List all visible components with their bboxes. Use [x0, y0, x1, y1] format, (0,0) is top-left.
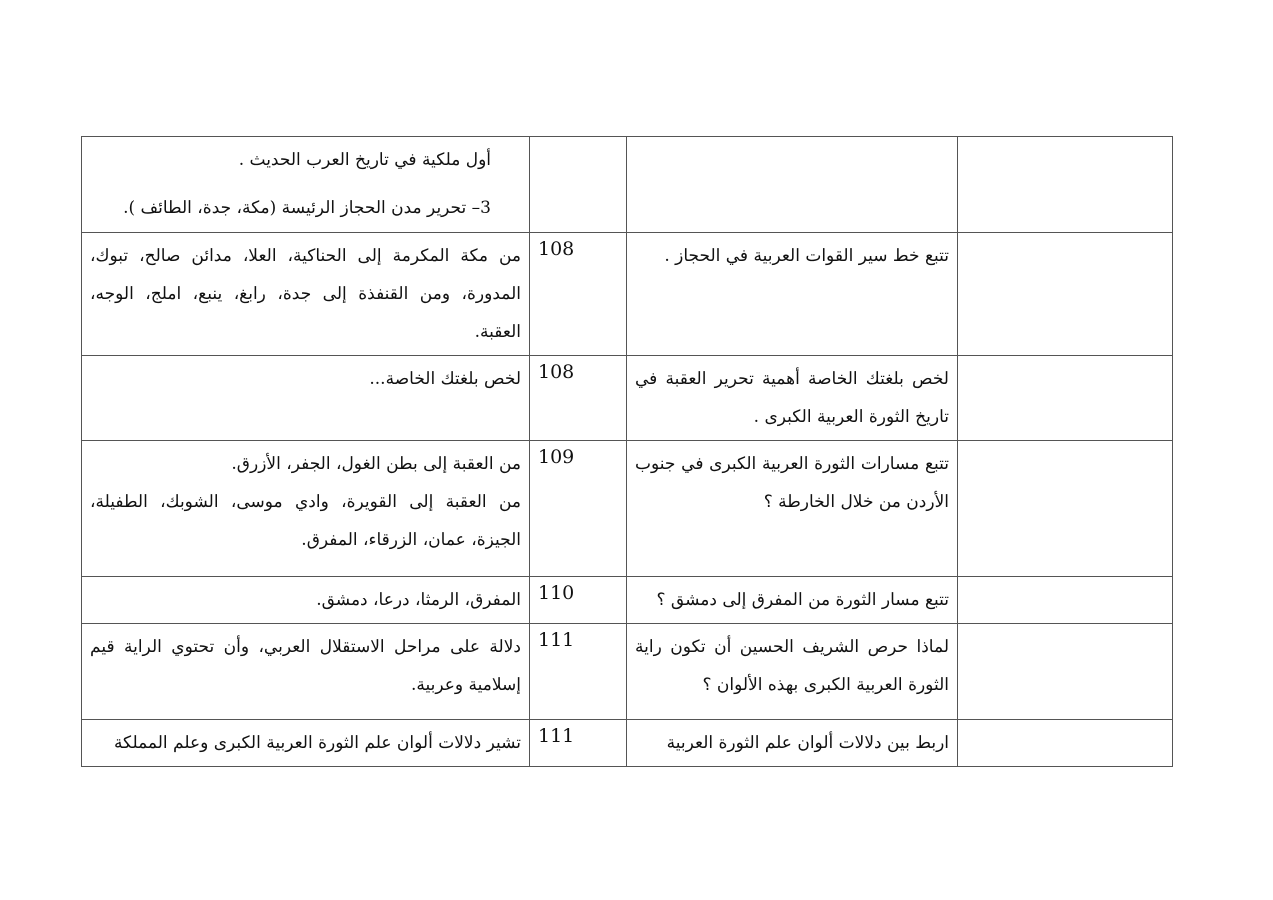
answer-cell: تشير دلالات ألوان علم الثورة العربية الكبرى وعلم المملكة	[82, 720, 530, 767]
page-number-cell: 108	[530, 356, 627, 441]
answer-cell: لخص بلغتك الخاصة...	[82, 356, 530, 441]
answer-cell: المفرق، الرمثا، درعا، دمشق.	[82, 577, 530, 624]
blank-cell	[958, 441, 1173, 577]
table-row	[82, 720, 1173, 767]
page-number-cell: 108	[530, 233, 627, 356]
blank-cell	[958, 577, 1173, 624]
answers-table	[81, 136, 1173, 767]
answer-cell	[82, 137, 530, 233]
blank-cell	[958, 624, 1173, 720]
answer-cell: من مكة المكرمة إلى الحناكية، العلا، مدائن صالح، تبوك، المدورة، ومن القنفذة إلى جدة، رابغ، ينبع، املج، الوجه، العقبة.	[82, 233, 530, 356]
answer-line: من العقبة إلى بطن الغول، الجفر، الأزرق.	[231, 454, 521, 474]
question-cell	[627, 137, 958, 233]
page-number-cell	[530, 137, 627, 233]
table-row	[82, 137, 1173, 233]
blank-cell	[958, 233, 1173, 356]
table-row	[82, 233, 1173, 356]
question-cell: تتبع مسارات الثورة العربية الكبرى في جنوب الأردن من خلال الخارطة ؟	[627, 441, 958, 577]
table-row	[82, 356, 1173, 441]
table-row	[82, 577, 1173, 624]
answer-cell: دلالة على مراحل الاستقلال العربي، وأن تحتوي الراية قيم إسلامية وعربية.	[82, 624, 530, 720]
question-cell: اربط بين دلالات ألوان علم الثورة العربية	[627, 720, 958, 767]
question-cell: تتبع خط سير القوات العربية في الحجاز .	[627, 233, 958, 356]
question-cell: لخص بلغتك الخاصة أهمية تحرير العقبة في تاريخ الثورة العربية الكبرى .	[627, 356, 958, 441]
blank-cell	[958, 356, 1173, 441]
blank-cell	[958, 720, 1173, 767]
blank-cell	[958, 137, 1173, 233]
page-number-cell: 109	[530, 441, 627, 577]
question-cell: لماذا حرص الشريف الحسين أن تكون راية الثورة العربية الكبرى بهذه الألوان ؟	[627, 624, 958, 720]
page-number-cell: 111	[530, 720, 627, 767]
answer-line: من العقبة إلى القويرة، وادي موسى، الشوبك، الطفيلة، الجيزة، عمان، الزرقاء، المفرق.	[90, 492, 521, 550]
answer-line: أول ملكية في تاريخ العرب الحديث .	[238, 150, 491, 170]
question-cell: تتبع مسار الثورة من المفرق إلى دمشق ؟	[627, 577, 958, 624]
answer-cell	[82, 441, 530, 577]
table-row	[82, 624, 1173, 720]
table-row	[82, 441, 1173, 577]
page-number-cell: 110	[530, 577, 627, 624]
page-number-cell: 111	[530, 624, 627, 720]
answer-line: 3– تحرير مدن الحجاز الرئيسة (مكة، جدة، الطائف ).	[123, 198, 491, 218]
